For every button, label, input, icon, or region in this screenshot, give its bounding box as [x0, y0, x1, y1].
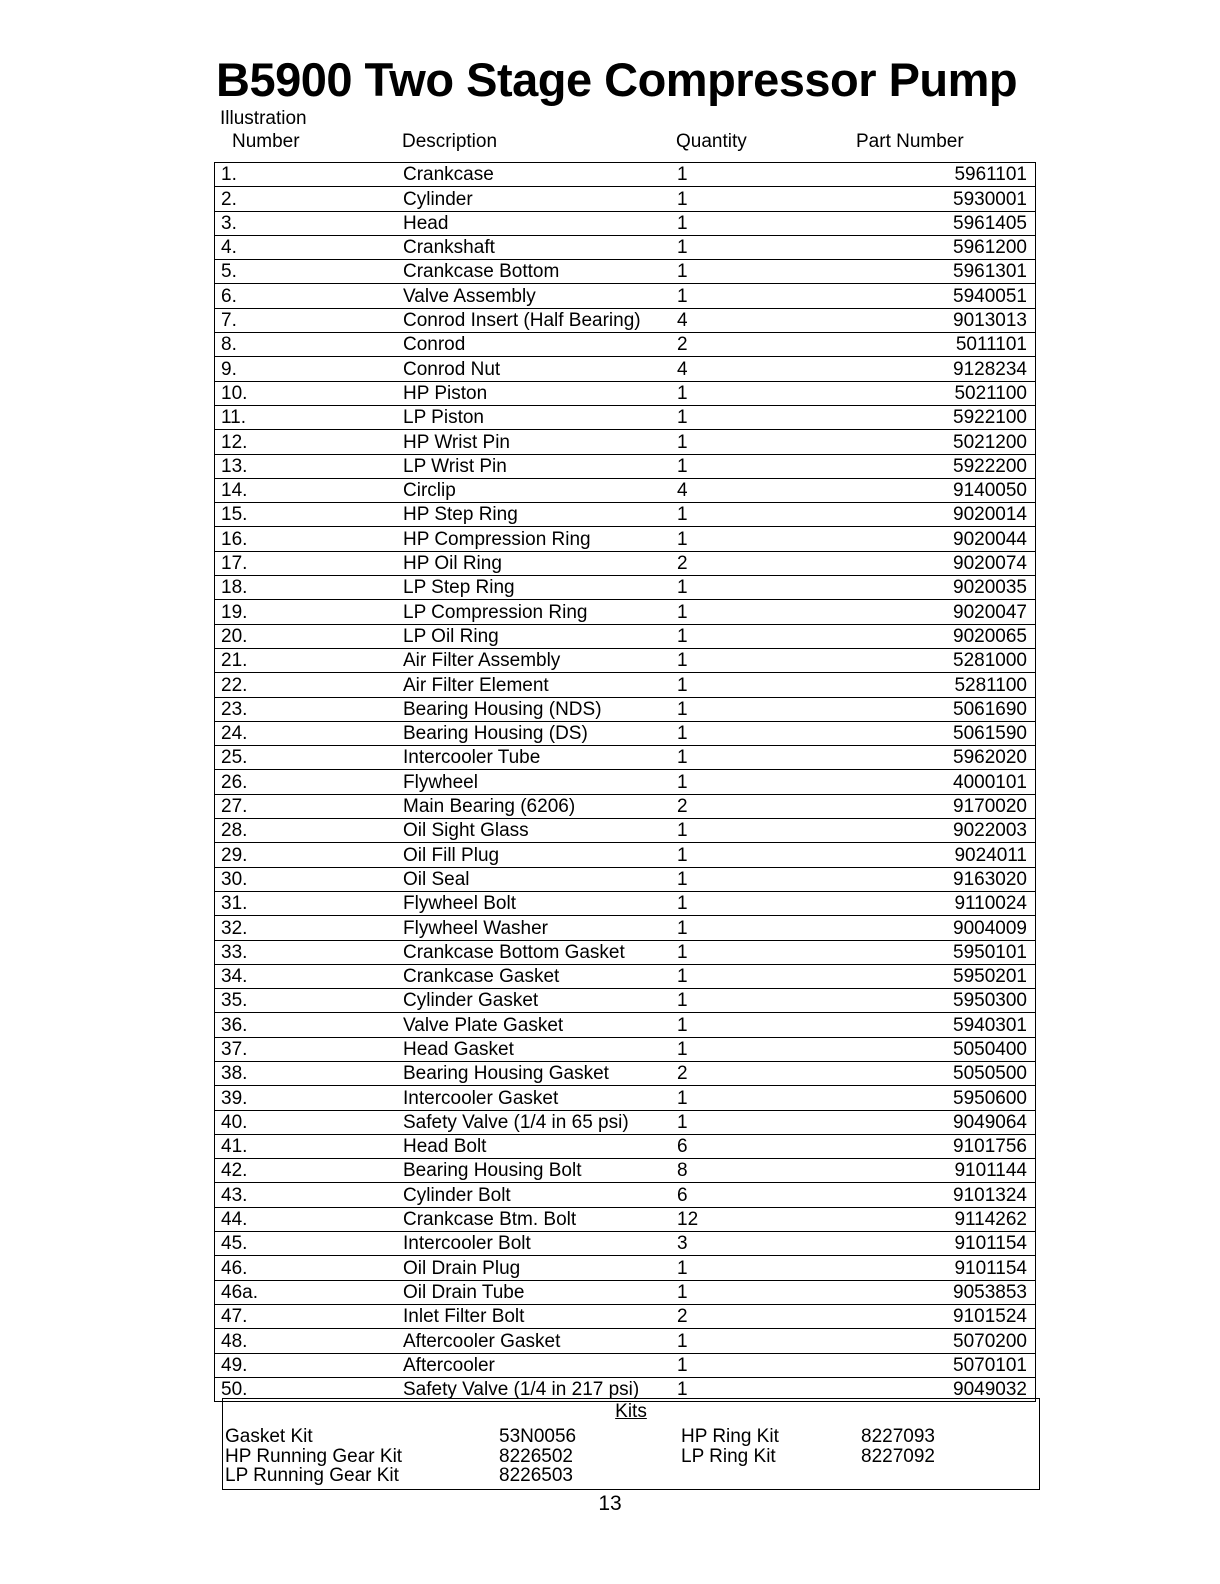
cell-part-number: 5950201 — [953, 966, 1027, 988]
cell-description: LP Compression Ring — [403, 601, 588, 623]
table-row — [215, 309, 1035, 333]
cell-quantity: 1 — [677, 1330, 688, 1352]
cell-quantity: 1 — [677, 1014, 688, 1036]
cell-description: Aftercooler Gasket — [403, 1330, 561, 1352]
cell-number: 40. — [221, 1111, 248, 1133]
cell-number: 20. — [221, 625, 248, 647]
cell-part-number: 5011101 — [955, 334, 1027, 356]
cell-description: Cylinder Gasket — [403, 990, 539, 1012]
cell-part-number: 5281100 — [954, 674, 1027, 696]
header-illustration: Illustration — [220, 108, 307, 129]
cell-quantity: 1 — [677, 674, 688, 696]
cell-quantity: 1 — [677, 1257, 688, 1279]
cell-description: LP Piston — [403, 407, 484, 429]
cell-description: Oil Drain Tube — [403, 1281, 525, 1303]
cell-part-number: 5961405 — [953, 212, 1027, 234]
cell-description: Conrod — [403, 334, 466, 356]
cell-description: Flywheel — [403, 771, 478, 793]
cell-quantity: 1 — [677, 285, 688, 307]
cell-part-number: 5940051 — [953, 285, 1027, 307]
cell-number: 47. — [221, 1306, 248, 1328]
cell-quantity: 4 — [677, 358, 688, 380]
table-row — [215, 1183, 1035, 1207]
cell-part-number: 5061690 — [953, 698, 1027, 720]
cell-description: Circlip — [403, 480, 456, 502]
cell-part-number: 9020065 — [953, 625, 1027, 647]
table-row — [215, 625, 1035, 649]
cell-description: Crankcase — [403, 164, 494, 186]
cell-quantity: 1 — [677, 771, 688, 793]
cell-quantity: 1 — [677, 1111, 688, 1133]
cell-part-number: 5922100 — [953, 407, 1027, 429]
table-row — [215, 260, 1035, 284]
cell-number: 39. — [221, 1087, 248, 1109]
cell-part-number: 9022003 — [953, 820, 1027, 842]
table-row — [215, 868, 1035, 892]
cell-number: 45. — [221, 1233, 248, 1255]
cell-part-number: 9101144 — [954, 1160, 1027, 1182]
header-description: Description — [402, 131, 498, 152]
table-row — [215, 770, 1035, 794]
table-row — [215, 600, 1035, 624]
cell-quantity: 12 — [677, 1209, 699, 1231]
cell-part-number: 5961101 — [954, 164, 1027, 186]
table-row — [215, 916, 1035, 940]
kit-part-number: 8227092 — [861, 1446, 935, 1467]
cell-number: 46. — [221, 1257, 248, 1279]
cell-number: 43. — [221, 1184, 248, 1206]
table-row — [215, 1086, 1035, 1110]
cell-quantity: 1 — [677, 212, 688, 234]
table-row — [215, 576, 1035, 600]
table-row — [215, 698, 1035, 722]
cell-number: 14. — [221, 480, 248, 502]
cell-part-number: 5940301 — [953, 1014, 1027, 1036]
cell-number: 18. — [221, 577, 248, 599]
cell-description: Oil Seal — [403, 868, 470, 890]
cell-description: Cylinder Bolt — [403, 1184, 511, 1206]
cell-part-number: 9020044 — [953, 528, 1027, 550]
cell-description: Inlet Filter Bolt — [403, 1306, 525, 1328]
cell-quantity: 6 — [677, 1136, 688, 1158]
cell-description: Head Bolt — [403, 1136, 487, 1158]
cell-description: Bearing Housing (NDS) — [403, 698, 602, 720]
cell-quantity: 1 — [677, 747, 688, 769]
cell-quantity: 2 — [677, 796, 688, 818]
cell-number: 41. — [221, 1136, 248, 1158]
cell-description: Head — [403, 212, 449, 234]
cell-description: LP Step Ring — [403, 577, 515, 599]
cell-part-number: 9020035 — [953, 577, 1027, 599]
cell-number: 49. — [221, 1354, 248, 1376]
cell-description: Crankcase Bottom — [403, 261, 560, 283]
cell-number: 38. — [221, 1063, 248, 1085]
kits-title: Kits — [615, 1401, 647, 1422]
cell-part-number: 9020014 — [953, 504, 1027, 526]
cell-quantity: 1 — [677, 382, 688, 404]
cell-number: 4. — [221, 237, 237, 259]
cell-part-number: 9140050 — [953, 480, 1027, 502]
kit-name: HP Running Gear Kit — [225, 1446, 403, 1467]
table-row — [215, 892, 1035, 916]
cell-quantity: 1 — [677, 990, 688, 1012]
cell-part-number: 9110024 — [954, 893, 1027, 915]
cell-quantity: 2 — [677, 1063, 688, 1085]
cell-description: Flywheel Bolt — [403, 893, 516, 915]
cell-number: 32. — [221, 917, 248, 939]
kit-part-number: 8226502 — [499, 1446, 573, 1467]
kits-box — [222, 1398, 1040, 1490]
table-row — [215, 1281, 1035, 1305]
page-number: 13 — [598, 1492, 622, 1515]
table-row — [215, 382, 1035, 406]
cell-part-number: 5281000 — [953, 650, 1027, 672]
table-row — [215, 1159, 1035, 1183]
cell-number: 25. — [221, 747, 248, 769]
cell-part-number: 9049064 — [953, 1111, 1027, 1133]
cell-part-number: 4000101 — [953, 771, 1027, 793]
cell-description: Aftercooler — [403, 1354, 495, 1376]
cell-part-number: 5930001 — [953, 188, 1027, 210]
cell-quantity: 1 — [677, 820, 688, 842]
table-row — [215, 795, 1035, 819]
cell-number: 11. — [221, 407, 247, 429]
cell-description: Bearing Housing Gasket — [403, 1063, 609, 1085]
cell-description: Intercooler Tube — [403, 747, 541, 769]
table-row — [215, 722, 1035, 746]
cell-number: 16. — [221, 528, 248, 550]
cell-part-number: 9024011 — [954, 844, 1027, 866]
table-row — [215, 1305, 1035, 1329]
table-row — [215, 212, 1035, 236]
cell-description: Conrod Nut — [403, 358, 501, 380]
kit-name: HP Ring Kit — [681, 1426, 779, 1447]
cell-part-number: 9101756 — [953, 1136, 1027, 1158]
cell-quantity: 3 — [677, 1233, 688, 1255]
cell-quantity: 1 — [677, 650, 688, 672]
cell-number: 29. — [221, 844, 248, 866]
cell-number: 13. — [221, 455, 248, 477]
cell-description: Intercooler Gasket — [403, 1087, 559, 1109]
table-row — [215, 455, 1035, 479]
cell-description: Intercooler Bolt — [403, 1233, 531, 1255]
cell-number: 30. — [221, 868, 248, 890]
table-row — [215, 187, 1035, 211]
table-row — [215, 965, 1035, 989]
table-row — [215, 284, 1035, 308]
cell-number: 50. — [221, 1379, 248, 1401]
cell-quantity: 2 — [677, 553, 688, 575]
table-row — [215, 1232, 1035, 1256]
table-row — [215, 527, 1035, 551]
cell-part-number: 9170020 — [953, 796, 1027, 818]
cell-number: 1. — [221, 164, 237, 186]
cell-part-number: 5070101 — [953, 1354, 1027, 1376]
cell-part-number: 5962020 — [953, 747, 1027, 769]
table-row — [215, 1038, 1035, 1062]
cell-number: 36. — [221, 1014, 248, 1036]
cell-quantity: 1 — [677, 625, 688, 647]
cell-number: 9. — [221, 358, 237, 380]
cell-part-number: 9101154 — [954, 1257, 1027, 1279]
cell-number: 48. — [221, 1330, 248, 1352]
cell-number: 24. — [221, 723, 248, 745]
table-row — [215, 1354, 1035, 1378]
cell-description: Main Bearing (6206) — [403, 796, 576, 818]
cell-part-number: 5922200 — [953, 455, 1027, 477]
table-row — [215, 1013, 1035, 1037]
cell-quantity: 1 — [677, 601, 688, 623]
cell-number: 22. — [221, 674, 248, 696]
cell-number: 7. — [221, 310, 237, 332]
cell-part-number: 9013013 — [953, 310, 1027, 332]
cell-part-number: 9004009 — [953, 917, 1027, 939]
kit-part-number: 53N0056 — [499, 1426, 577, 1447]
cell-description: Crankcase Btm. Bolt — [403, 1209, 577, 1231]
cell-number: 5. — [221, 261, 237, 283]
cell-quantity: 1 — [677, 844, 688, 866]
cell-quantity: 1 — [677, 407, 688, 429]
cell-description: LP Oil Ring — [403, 625, 499, 647]
cell-description: Head Gasket — [403, 1038, 514, 1060]
cell-number: 2. — [221, 188, 237, 210]
cell-quantity: 1 — [677, 941, 688, 963]
cell-part-number: 9163020 — [953, 868, 1027, 890]
cell-quantity: 2 — [677, 334, 688, 356]
table-row — [215, 673, 1035, 697]
cell-number: 35. — [221, 990, 248, 1012]
table-row — [215, 479, 1035, 503]
cell-quantity: 1 — [677, 188, 688, 210]
cell-description: Flywheel Washer — [403, 917, 549, 939]
cell-number: 34. — [221, 966, 248, 988]
cell-description: HP Piston — [403, 382, 488, 404]
cell-number: 10. — [221, 382, 248, 404]
cell-quantity: 1 — [677, 1038, 688, 1060]
cell-quantity: 4 — [677, 310, 688, 332]
cell-part-number: 5021100 — [954, 382, 1027, 404]
page-title: B5900 Two Stage Compressor Pump — [216, 53, 1018, 106]
cell-part-number: 9114262 — [954, 1209, 1027, 1231]
table-row — [215, 1111, 1035, 1135]
table-row — [215, 1208, 1035, 1232]
cell-description: Valve Assembly — [403, 285, 536, 307]
cell-quantity: 1 — [677, 528, 688, 550]
cell-description: Oil Sight Glass — [403, 820, 529, 842]
kit-name: LP Running Gear Kit — [225, 1465, 399, 1486]
cell-quantity: 1 — [677, 868, 688, 890]
cell-part-number: 9020074 — [953, 553, 1027, 575]
cell-description: Oil Fill Plug — [403, 844, 500, 866]
table-row — [215, 1329, 1035, 1353]
cell-description: Air Filter Assembly — [403, 650, 561, 672]
cell-number: 28. — [221, 820, 248, 842]
table-row — [215, 406, 1035, 430]
kit-part-number: 8227093 — [861, 1426, 935, 1447]
cell-part-number: 5950101 — [953, 941, 1027, 963]
cell-part-number: 5050400 — [953, 1038, 1027, 1060]
cell-number: 31. — [221, 893, 248, 915]
header-part-number: Part Number — [856, 131, 964, 152]
cell-number: 33. — [221, 941, 248, 963]
table-row — [215, 1062, 1035, 1086]
cell-quantity: 1 — [677, 164, 688, 186]
cell-quantity: 1 — [677, 504, 688, 526]
table-row — [215, 989, 1035, 1013]
cell-description: Air Filter Element — [403, 674, 549, 696]
cell-description: Bearing Housing Bolt — [403, 1160, 582, 1182]
cell-part-number: 5961200 — [953, 237, 1027, 259]
cell-number: 23. — [221, 698, 248, 720]
cell-quantity: 1 — [677, 723, 688, 745]
cell-part-number: 9053853 — [953, 1281, 1027, 1303]
cell-number: 3. — [221, 212, 237, 234]
cell-description: LP Wrist Pin — [403, 455, 507, 477]
cell-description: Safety Valve (1/4 in 217 psi) — [403, 1379, 640, 1401]
cell-quantity: 1 — [677, 966, 688, 988]
cell-quantity: 8 — [677, 1160, 688, 1182]
table-row — [215, 552, 1035, 576]
cell-number: 17. — [221, 553, 248, 575]
cell-part-number: 5950300 — [953, 990, 1027, 1012]
cell-quantity: 1 — [677, 1354, 688, 1376]
cell-number: 19. — [221, 601, 248, 623]
table-row — [215, 163, 1035, 187]
cell-number: 46a. — [221, 1281, 258, 1303]
cell-description: Cylinder — [403, 188, 473, 210]
cell-number: 8. — [221, 334, 237, 356]
table-row — [215, 746, 1035, 770]
cell-part-number: 9101324 — [953, 1184, 1027, 1206]
kit-part-number: 8226503 — [499, 1465, 573, 1486]
cell-quantity: 1 — [677, 261, 688, 283]
cell-quantity: 1 — [677, 1281, 688, 1303]
cell-quantity: 1 — [677, 1087, 688, 1109]
cell-description: HP Oil Ring — [403, 553, 502, 575]
header-number: Number — [232, 131, 300, 152]
cell-part-number: 5950600 — [953, 1087, 1027, 1109]
cell-quantity: 2 — [677, 1306, 688, 1328]
cell-number: 37. — [221, 1038, 248, 1060]
cell-quantity: 1 — [677, 1379, 688, 1401]
cell-part-number: 5070200 — [953, 1330, 1027, 1352]
table-row — [215, 1256, 1035, 1280]
cell-quantity: 1 — [677, 577, 688, 599]
table-row — [215, 357, 1035, 381]
cell-description: Safety Valve (1/4 in 65 psi) — [403, 1111, 629, 1133]
table-row — [215, 503, 1035, 527]
cell-part-number: 5961301 — [953, 261, 1027, 283]
cell-description: Oil Drain Plug — [403, 1257, 521, 1279]
cell-quantity: 4 — [677, 480, 688, 502]
cell-number: 21. — [221, 650, 248, 672]
cell-part-number: 9020047 — [953, 601, 1027, 623]
cell-quantity: 1 — [677, 455, 688, 477]
cell-part-number: 9101154 — [954, 1233, 1027, 1255]
table-row — [215, 843, 1035, 867]
cell-quantity: 6 — [677, 1184, 688, 1206]
cell-number: 27. — [221, 796, 248, 818]
table-row — [215, 430, 1035, 454]
header-quantity: Quantity — [676, 131, 747, 152]
cell-description: Valve Plate Gasket — [403, 1014, 564, 1036]
cell-quantity: 1 — [677, 698, 688, 720]
parts-table — [214, 162, 1036, 1402]
cell-part-number: 5021200 — [953, 431, 1027, 453]
cell-number: 6. — [221, 285, 237, 307]
cell-description: HP Step Ring — [403, 504, 518, 526]
table-row — [215, 333, 1035, 357]
cell-quantity: 1 — [677, 893, 688, 915]
cell-quantity: 1 — [677, 917, 688, 939]
cell-number: 12. — [221, 431, 248, 453]
table-row — [215, 941, 1035, 965]
cell-quantity: 1 — [677, 237, 688, 259]
cell-description: HP Compression Ring — [403, 528, 591, 550]
table-row — [215, 236, 1035, 260]
cell-number: 42. — [221, 1160, 248, 1182]
cell-part-number: 5061590 — [953, 723, 1027, 745]
cell-part-number: 9128234 — [953, 358, 1027, 380]
cell-description: Crankshaft — [403, 237, 495, 259]
cell-description: Conrod Insert (Half Bearing) — [403, 310, 641, 332]
table-row — [215, 649, 1035, 673]
cell-part-number: 5050500 — [953, 1063, 1027, 1085]
cell-description: HP Wrist Pin — [403, 431, 510, 453]
cell-part-number: 9101524 — [953, 1306, 1027, 1328]
cell-quantity: 1 — [677, 431, 688, 453]
cell-part-number: 9049032 — [953, 1379, 1027, 1401]
table-row — [215, 1135, 1035, 1159]
cell-number: 15. — [221, 504, 248, 526]
cell-description: Crankcase Bottom Gasket — [403, 941, 625, 963]
cell-description: Bearing Housing (DS) — [403, 723, 588, 745]
kit-name: Gasket Kit — [225, 1426, 313, 1447]
cell-description: Crankcase Gasket — [403, 966, 560, 988]
cell-number: 26. — [221, 771, 248, 793]
kit-name: LP Ring Kit — [681, 1446, 776, 1467]
table-row — [215, 819, 1035, 843]
cell-number: 44. — [221, 1209, 248, 1231]
